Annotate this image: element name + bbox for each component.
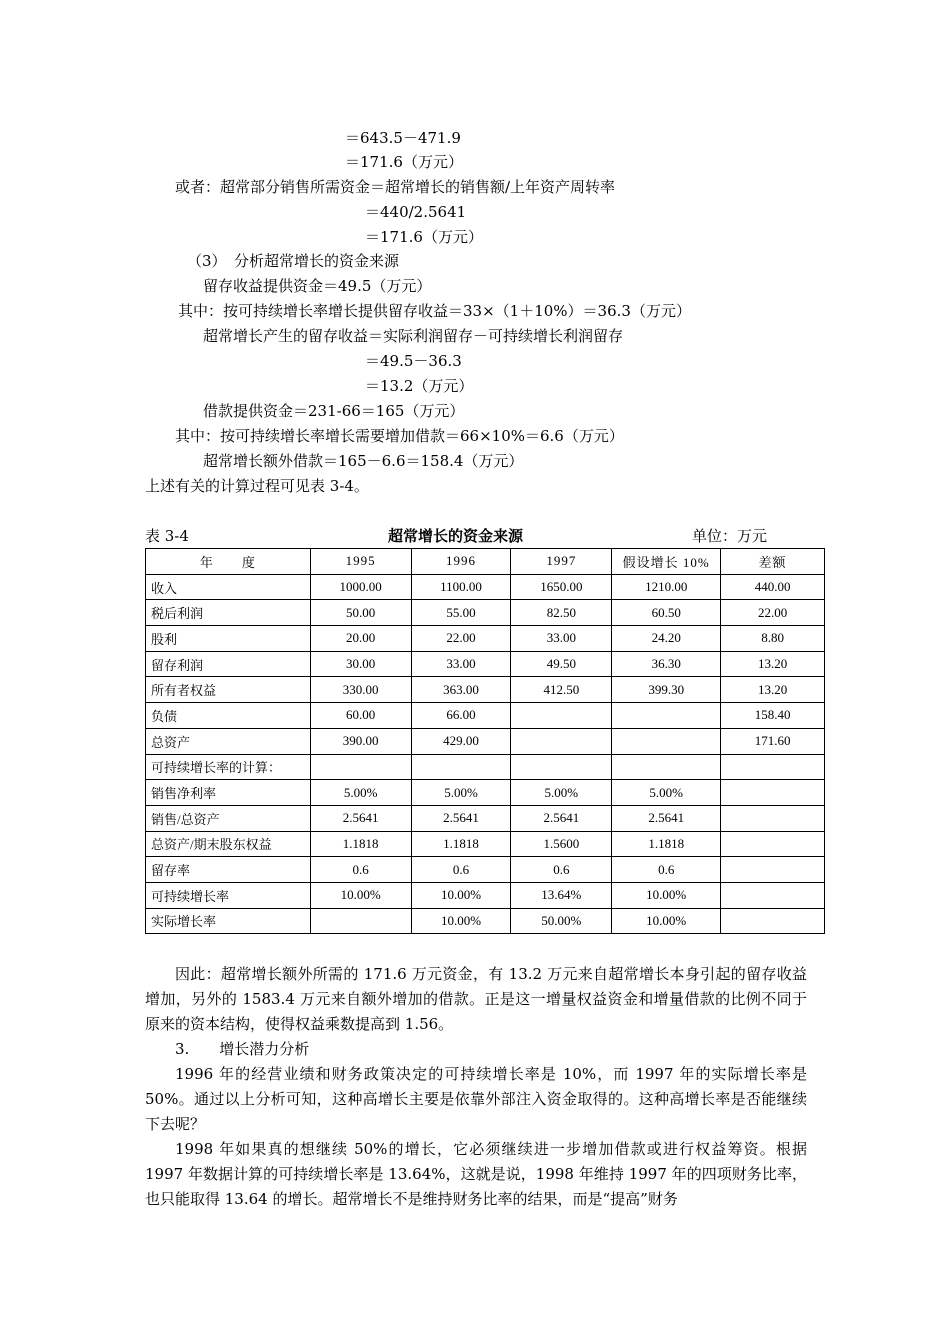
table-cell: 55.00 xyxy=(411,600,511,626)
table-cell: 158.40 xyxy=(721,703,825,729)
row-label-cell: 收入 xyxy=(146,574,311,600)
table-cell: 1650.00 xyxy=(511,574,612,600)
table-cell: 10.00% xyxy=(612,908,721,934)
table-cell: 0.6 xyxy=(411,857,511,883)
calc-line: ＝171.6（万元） xyxy=(345,153,463,171)
table-row xyxy=(146,882,825,908)
table-cell: 2.5641 xyxy=(511,805,612,831)
table-cell: 363.00 xyxy=(411,677,511,703)
table-header-cell: 年 度 xyxy=(146,549,311,575)
table-cell: 13.20 xyxy=(721,677,825,703)
row-label-cell: 所有者权益 xyxy=(146,677,311,703)
table-cell xyxy=(310,754,411,780)
table-row xyxy=(146,857,825,883)
table-header-cell: 1995 xyxy=(310,549,411,575)
table-cell xyxy=(721,908,825,934)
calc-line: 或者：超常部分销售所需资金＝超常增长的销售额/上年资产周转率 xyxy=(175,178,616,196)
table-cell: 1100.00 xyxy=(411,574,511,600)
table-cell: 10.00% xyxy=(612,882,721,908)
calc-line: ＝49.5－36.3 xyxy=(365,352,462,370)
table-cell: 5.00% xyxy=(411,780,511,806)
table-cell: 33.00 xyxy=(511,626,612,652)
table-row xyxy=(146,574,825,600)
table-cell xyxy=(612,703,721,729)
row-label-cell: 可持续增长率的计算： xyxy=(146,754,311,780)
calc-line: 其中：按可持续增长率增长需要增加借款＝66×10%＝6.6（万元） xyxy=(175,427,624,445)
body-paragraph: 1998 年如果真的想继续 50%的增长，它必须继续进一步增加借款或进行权益筹资。根据 1997 年数据计算的可持续增长率是 13.64%，这就是说，1998 年维持 1997 年的四项财务比率，也只能取得 13.64 的增长。超常增长不是维持财务比率的结果，而是“提高”财务 xyxy=(145,1140,807,1208)
table-header-cell: 1997 xyxy=(511,549,612,575)
table-row xyxy=(146,805,825,831)
table-cell xyxy=(721,754,825,780)
table-cell: 22.00 xyxy=(721,600,825,626)
table-cell: 22.00 xyxy=(411,626,511,652)
row-label-cell: 可持续增长率 xyxy=(146,882,311,908)
table-row xyxy=(146,703,825,729)
table-cell: 1.1818 xyxy=(310,831,411,857)
table-cell: 66.00 xyxy=(411,703,511,729)
table-cell: 1000.00 xyxy=(310,574,411,600)
table-cell xyxy=(721,882,825,908)
calc-line: ＝13.2（万元） xyxy=(365,377,474,395)
calc-line: ＝171.6（万元） xyxy=(365,228,483,246)
table-cell: 0.6 xyxy=(511,857,612,883)
calc-line: 上述有关的计算过程可见表 3-4。 xyxy=(145,477,369,495)
table-row xyxy=(146,677,825,703)
table-cell: 399.30 xyxy=(612,677,721,703)
table-cell: 412.50 xyxy=(511,677,612,703)
table-row xyxy=(146,908,825,934)
table-row xyxy=(146,831,825,857)
table-cell: 1210.00 xyxy=(612,574,721,600)
table-cell xyxy=(721,831,825,857)
table-cell: 50.00 xyxy=(310,600,411,626)
section-heading: 3. 增长潜力分析 xyxy=(175,1040,310,1058)
row-label-cell: 总资产/期末股东权益 xyxy=(146,831,311,857)
calc-line: 留存收益提供资金＝49.5（万元） xyxy=(203,277,432,295)
table-row xyxy=(146,728,825,754)
table-cell: 20.00 xyxy=(310,626,411,652)
table-row xyxy=(146,651,825,677)
table-cell: 60.50 xyxy=(612,600,721,626)
row-label-cell: 负债 xyxy=(146,703,311,729)
table-title: 超常增长的资金来源 xyxy=(388,527,524,545)
table-cell: 49.50 xyxy=(511,651,612,677)
table-cell: 440.00 xyxy=(721,574,825,600)
table-cell: 0.6 xyxy=(612,857,721,883)
table-cell: 30.00 xyxy=(310,651,411,677)
row-label-cell: 留存利润 xyxy=(146,651,311,677)
table-cell: 33.00 xyxy=(411,651,511,677)
calc-line: 超常增长额外借款＝165－6.6＝158.4（万元） xyxy=(203,452,524,470)
table-cell xyxy=(721,805,825,831)
row-label-cell: 总资产 xyxy=(146,728,311,754)
calc-line: ＝440/2.5641 xyxy=(365,203,467,221)
table-cell xyxy=(612,728,721,754)
table-cell: 10.00% xyxy=(411,882,511,908)
row-label-cell: 销售/总资产 xyxy=(146,805,311,831)
table-cell: 1.1818 xyxy=(411,831,511,857)
table-cell: 5.00% xyxy=(612,780,721,806)
table-cell: 171.60 xyxy=(721,728,825,754)
body-paragraph: 1996 年的经营业绩和财务政策决定的可持续增长率是 10%，而 1997 年的实际增长率是 50%。通过以上分析可知，这种高增长主要是依靠外部注入资金取得的。这种高增长率是否能继续下去呢？ xyxy=(145,1065,807,1133)
table-cell xyxy=(511,754,612,780)
calc-line: ＝643.5－471.9 xyxy=(345,129,461,147)
table-cell: 5.00% xyxy=(511,780,612,806)
row-label-cell: 留存率 xyxy=(146,857,311,883)
row-label-cell: 股利 xyxy=(146,626,311,652)
table-cell: 390.00 xyxy=(310,728,411,754)
table-cell: 429.00 xyxy=(411,728,511,754)
table-unit: 单位：万元 xyxy=(692,527,768,545)
table-header-cell: 1996 xyxy=(411,549,511,575)
table-cell: 24.20 xyxy=(612,626,721,652)
table-cell: 82.50 xyxy=(511,600,612,626)
calc-line: 其中：按可持续增长率增长提供留存收益＝33×（1＋10%）＝36.3（万元） xyxy=(178,302,691,320)
table-cell: 2.5641 xyxy=(612,805,721,831)
table-cell: 1.1818 xyxy=(612,831,721,857)
calc-line: 借款提供资金＝231-66＝165（万元） xyxy=(203,402,465,420)
table-cell xyxy=(721,780,825,806)
table-cell xyxy=(511,703,612,729)
table-cell: 36.30 xyxy=(612,651,721,677)
table-row xyxy=(146,780,825,806)
table-cell: 1.5600 xyxy=(511,831,612,857)
table-cell: 330.00 xyxy=(310,677,411,703)
table-cell xyxy=(411,754,511,780)
table-cell: 2.5641 xyxy=(310,805,411,831)
table-cell xyxy=(511,728,612,754)
table-cell xyxy=(310,908,411,934)
funding-source-table xyxy=(145,548,825,934)
table-row xyxy=(146,754,825,780)
calc-line: 超常增长产生的留存收益＝实际利润留存－可持续增长利润留存 xyxy=(203,327,624,345)
table-cell: 13.64% xyxy=(511,882,612,908)
table-cell xyxy=(612,754,721,780)
row-label-cell: 税后利润 xyxy=(146,600,311,626)
table-cell: 8.80 xyxy=(721,626,825,652)
table-cell: 50.00% xyxy=(511,908,612,934)
table-row xyxy=(146,600,825,626)
section-heading: （3） 分析超常增长的资金来源 xyxy=(187,252,400,270)
table-cell: 10.00% xyxy=(411,908,511,934)
row-label-cell: 销售净利率 xyxy=(146,780,311,806)
table-cell: 0.6 xyxy=(310,857,411,883)
table-header-cell: 差额 xyxy=(721,549,825,575)
table-cell: 2.5641 xyxy=(411,805,511,831)
table-header-row xyxy=(146,549,825,575)
table-row xyxy=(146,626,825,652)
row-label-cell: 实际增长率 xyxy=(146,908,311,934)
table-label: 表 3-4 xyxy=(145,527,189,545)
table-header-cell: 假设增长 10% xyxy=(612,549,721,575)
body-paragraph: 因此：超常增长额外所需的 171.6 万元资金，有 13.2 万元来自超常增长本身引起的留存收益增加，另外的 1583.4 万元来自额外增加的借款。正是这一增量权益资金和增量借款的比例不同于原来的资本结构，使得权益乘数提高到 1.56。 xyxy=(145,965,807,1033)
table-cell xyxy=(721,857,825,883)
table-cell: 10.00% xyxy=(310,882,411,908)
table-cell: 13.20 xyxy=(721,651,825,677)
table-cell: 60.00 xyxy=(310,703,411,729)
table-cell: 5.00% xyxy=(310,780,411,806)
